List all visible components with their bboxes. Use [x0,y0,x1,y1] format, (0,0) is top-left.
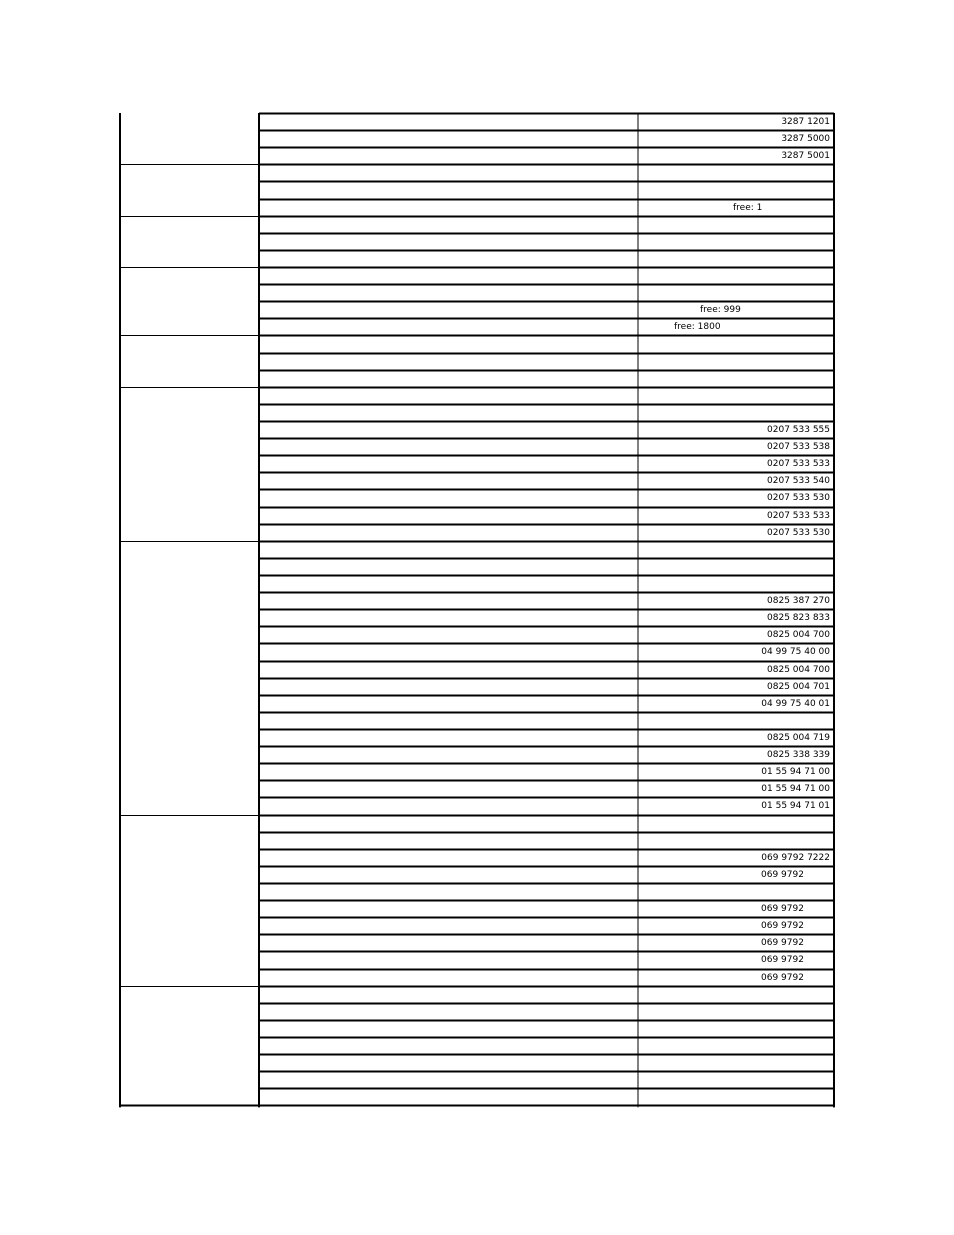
phone-number: 3287 5001 [781,151,830,161]
phone-number: free: 1800 [674,322,721,332]
phone-number: 069 9792 [761,973,804,983]
phone-number: 069 9792 [761,921,804,931]
phone-number: 0207 533 533 [767,459,830,469]
phone-number: 04 99 75 40 01 [761,699,830,709]
phone-number: 01 55 94 71 00 [761,784,830,794]
phone-number: 0825 338 339 [767,750,830,760]
phone-number: 3287 1201 [781,117,830,127]
phone-number: 3287 5000 [781,134,830,144]
phone-number: 0825 004 700 [767,665,830,675]
phone-number: 0825 004 700 [767,630,830,640]
phone-number: free: 1 [733,203,763,213]
phone-number: 0207 533 555 [767,425,830,435]
phone-number: 01 55 94 71 01 [761,801,830,811]
phone-number: 069 9792 [761,870,804,880]
phone-number: 0207 533 530 [767,493,830,503]
phone-number: 0825 004 719 [767,733,830,743]
phone-number: 0825 823 833 [767,613,830,623]
phone-number: 0825 004 701 [767,682,830,692]
phone-number: 0207 533 540 [767,476,830,486]
phone-number: 069 9792 [761,955,804,965]
phone-number: 069 9792 7222 [761,853,830,863]
phone-number: 04 99 75 40 00 [761,647,830,657]
phone-number: 0207 533 538 [767,442,830,452]
phone-number: 01 55 94 71 00 [761,767,830,777]
phone-number: 0207 533 530 [767,528,830,538]
phone-number: 0207 533 533 [767,511,830,521]
phone-number: 069 9792 [761,938,804,948]
phone-number: 0825 387 270 [767,596,830,606]
phone-number: free: 999 [700,305,741,315]
phone-number: 069 9792 [761,904,804,914]
